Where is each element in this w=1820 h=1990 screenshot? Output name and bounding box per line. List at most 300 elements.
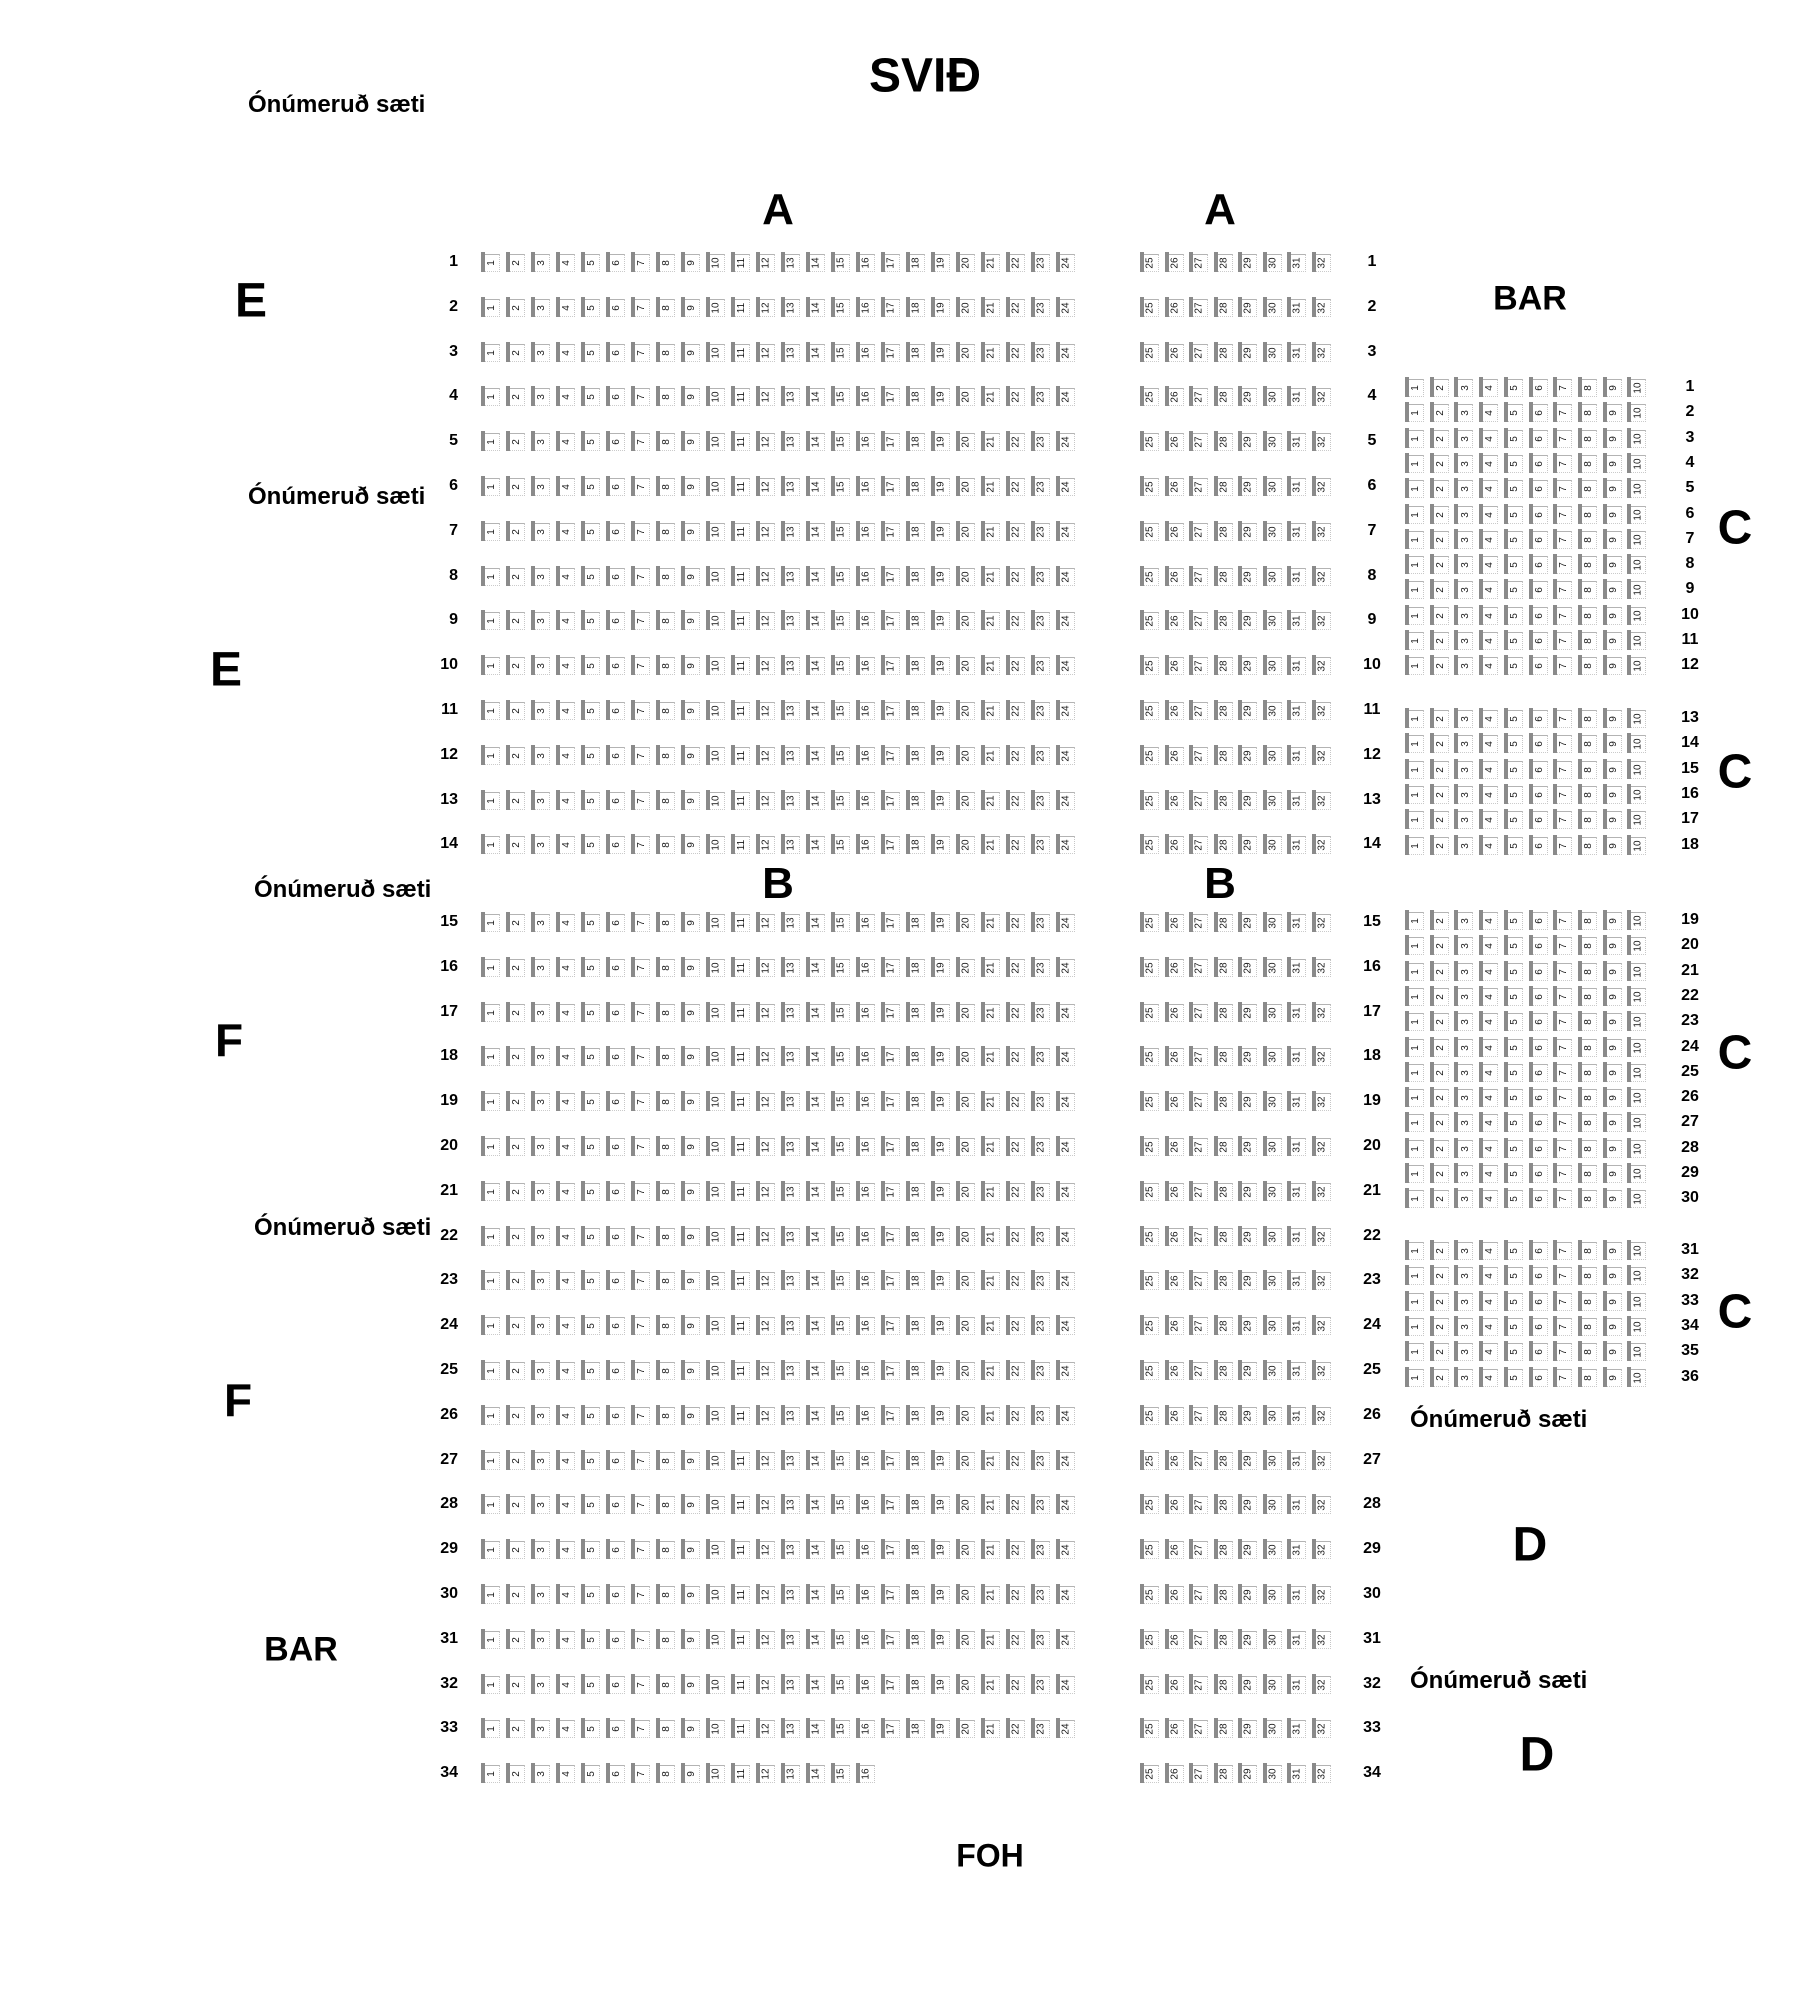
seat[interactable] [1504,605,1525,625]
seat-number: 16 [861,1768,872,1780]
seat-number: 3 [1459,716,1471,722]
seat-number: 3 [536,1592,547,1598]
seat[interactable] [1405,554,1426,574]
seat[interactable] [1553,504,1574,524]
seat[interactable] [1454,504,1475,524]
seat[interactable] [1165,1763,1186,1783]
seat[interactable] [1165,1718,1186,1738]
seat[interactable] [1140,1494,1161,1514]
seat[interactable] [1165,1674,1186,1694]
seat[interactable] [1603,478,1624,498]
seat-number: 7 [636,797,647,804]
seat[interactable] [1603,630,1624,650]
seat[interactable] [1287,297,1308,317]
seat-box [1291,1407,1306,1425]
seat-row [0,1674,1820,1695]
seat[interactable] [1553,605,1574,625]
seat-number: 7 [636,1099,647,1105]
seat[interactable] [1529,504,1550,524]
seat[interactable] [1430,377,1451,397]
seat[interactable] [1405,630,1426,650]
seat[interactable] [1603,402,1624,422]
seat-number: 2 [511,842,522,849]
seat[interactable] [1553,377,1574,397]
seat[interactable] [1165,252,1186,272]
seat-number: 10 [711,347,722,359]
seat[interactable] [1454,529,1475,549]
seat-box [1193,299,1208,317]
seat-box [1434,632,1449,650]
seat-number: 5 [586,484,597,490]
seat[interactable] [1165,1494,1186,1514]
seat[interactable] [1189,1674,1210,1694]
seat[interactable] [1214,1763,1235,1783]
seat[interactable] [1405,605,1426,625]
seat[interactable] [1504,377,1525,397]
seat[interactable] [1430,478,1451,498]
seat[interactable] [1578,478,1599,498]
seat[interactable] [1627,402,1648,422]
seat[interactable] [1263,297,1284,317]
seat[interactable] [1189,297,1210,317]
seat[interactable] [1238,1450,1259,1470]
seat[interactable] [1140,1539,1161,1559]
seat-number: 22 [1011,1634,1022,1646]
seat[interactable] [1189,1494,1210,1514]
seat[interactable] [1603,655,1624,675]
seat[interactable] [1553,402,1574,422]
seat-number: 14 [811,750,822,762]
seat-number: 15 [836,1589,847,1601]
seat[interactable] [1553,529,1574,549]
seat-box [1218,1407,1233,1425]
seat[interactable] [1627,554,1648,574]
seat-number: 25 [1145,750,1156,762]
seat[interactable] [1430,579,1451,599]
seat[interactable] [1553,478,1574,498]
seat-number: 9 [1607,537,1619,543]
seat[interactable] [1165,297,1186,317]
seat-number: 1 [486,1368,497,1374]
seat[interactable] [1454,630,1475,650]
seat-number: 26 [1169,1007,1181,1019]
seat[interactable] [1214,1629,1235,1649]
seat-number: 19 [936,962,947,974]
seat-box [1218,1586,1233,1604]
seat-number: 19 [936,526,947,538]
seat[interactable] [1627,605,1648,625]
seat[interactable] [1627,377,1648,397]
seat[interactable] [1504,504,1525,524]
seat[interactable] [1603,453,1624,473]
seat[interactable] [1479,453,1500,473]
seat[interactable] [1627,478,1648,498]
seat[interactable] [1214,1718,1235,1738]
seat[interactable] [1214,1584,1235,1604]
seat-number: 6 [611,1681,622,1688]
seat[interactable] [1430,554,1451,574]
seat[interactable] [1312,1629,1333,1649]
seat-number: 30 [1267,660,1279,672]
seat[interactable] [1214,252,1235,272]
seat[interactable] [1238,1674,1259,1694]
seat[interactable] [1578,453,1599,473]
seat[interactable] [1627,529,1648,549]
seat[interactable] [1479,708,1500,728]
seat-box [1458,710,1473,728]
seat-number: 27 [1194,1141,1205,1153]
seat[interactable] [1312,1718,1333,1738]
seat[interactable] [1553,630,1574,650]
seat[interactable] [1553,655,1574,675]
seat[interactable] [1238,1629,1259,1649]
seat[interactable] [1214,1405,1235,1425]
seat-number: 9 [686,1189,697,1195]
seat[interactable] [1529,377,1550,397]
seat-number: 13 [786,1365,797,1377]
seat-number: 4 [561,1099,572,1105]
seat[interactable] [1214,1674,1235,1694]
seat[interactable] [1553,554,1574,574]
seat-number: 13 [786,257,797,269]
seat[interactable] [1263,1763,1284,1783]
seat[interactable] [1165,342,1186,362]
seat[interactable] [1529,453,1550,473]
seat[interactable] [1454,605,1475,625]
seat[interactable] [1603,605,1624,625]
seat[interactable] [1312,1674,1333,1694]
row-number: 16 [1363,957,1381,975]
seat-number: 15 [836,660,847,672]
seat[interactable] [1287,1539,1308,1559]
seat-number: 18 [911,750,922,762]
seat[interactable] [1140,342,1161,362]
seat[interactable] [1479,478,1500,498]
seat-number: 24 [1061,962,1072,974]
seat[interactable] [1140,1405,1161,1425]
seat[interactable] [1238,1494,1259,1514]
seat-number: 8 [661,708,672,714]
seat[interactable] [1263,342,1284,362]
seat[interactable] [1287,252,1308,272]
seat[interactable] [1214,1539,1235,1559]
seat[interactable] [1238,252,1259,272]
seat-box [1582,480,1597,498]
seat[interactable] [1578,504,1599,524]
seat[interactable] [1312,1539,1333,1559]
seat[interactable] [1312,252,1333,272]
seat[interactable] [1603,504,1624,524]
seat[interactable] [1454,655,1475,675]
seat[interactable] [1529,529,1550,549]
seat-number: 15 [836,481,847,493]
seat[interactable] [1529,630,1550,650]
seat[interactable] [1504,630,1525,650]
seat-number: 4 [561,920,572,926]
seat[interactable] [1287,1763,1308,1783]
seat[interactable] [1405,478,1426,498]
seat[interactable] [1603,377,1624,397]
seat[interactable] [1430,402,1451,422]
seat[interactable] [1189,1450,1210,1470]
seat[interactable] [1454,478,1475,498]
seat[interactable] [1140,1450,1161,1470]
seat[interactable] [1529,655,1550,675]
seat[interactable] [1479,554,1500,574]
seat-number: 23 [1036,705,1047,717]
seat[interactable] [1214,1494,1235,1514]
seat-number: 21 [986,1455,997,1467]
seat[interactable] [1603,428,1624,448]
seat[interactable] [1603,529,1624,549]
seat[interactable] [1627,504,1648,524]
seat[interactable] [1287,1718,1308,1738]
seat[interactable] [1287,1584,1308,1604]
seat[interactable] [1312,1584,1333,1604]
seat[interactable] [1189,1763,1210,1783]
seat-number: 19 [936,1186,947,1198]
seat[interactable] [1287,1405,1308,1425]
seat-number: 15 [836,1096,847,1108]
seat[interactable] [1140,1584,1161,1604]
seat-number: 5 [586,260,597,266]
seat[interactable] [1479,655,1500,675]
seat[interactable] [1627,579,1648,599]
seat[interactable] [1287,1674,1308,1694]
seat-number: 28 [1218,839,1230,851]
seat[interactable] [1529,554,1550,574]
seat-number: 14 [811,436,822,448]
seat[interactable] [1553,579,1574,599]
seat-number: 14 [811,1410,822,1422]
seat[interactable] [1504,402,1525,422]
seat[interactable] [1312,1450,1333,1470]
seat[interactable] [1405,402,1426,422]
seat[interactable] [1405,453,1426,473]
seat-number: 1 [486,663,497,669]
seat[interactable] [1553,428,1574,448]
seat[interactable] [1140,1718,1161,1738]
seat[interactable] [1405,708,1426,728]
seat[interactable] [1454,428,1475,448]
seat-number: 8 [661,1144,672,1150]
seat-number: 6 [611,1054,622,1061]
seat[interactable] [1479,605,1500,625]
seat-number: 3 [536,1771,547,1777]
seat[interactable] [1189,1539,1210,1559]
seat[interactable] [1165,1450,1186,1470]
seat-box [1533,430,1548,448]
seat-number: 21 [986,660,997,672]
seat[interactable] [1479,428,1500,448]
seat[interactable] [1479,377,1500,397]
seat[interactable] [1454,453,1475,473]
seat[interactable] [1189,252,1210,272]
seat[interactable] [1140,1629,1161,1649]
seat[interactable] [1405,504,1426,524]
seat[interactable] [1189,1718,1210,1738]
seat[interactable] [1287,342,1308,362]
seat[interactable] [1165,1405,1186,1425]
seat[interactable] [1553,453,1574,473]
seat-number: 6 [611,1547,622,1553]
seat[interactable] [1263,1674,1284,1694]
seat[interactable] [1578,529,1599,549]
seat[interactable] [1504,655,1525,675]
seat[interactable] [1140,1674,1161,1694]
seat[interactable] [1627,630,1648,650]
seat[interactable] [1430,708,1451,728]
seat-box [1316,254,1331,272]
seat-number: 13 [786,1320,797,1332]
seat[interactable] [1504,428,1525,448]
seat[interactable] [1430,655,1451,675]
seat[interactable] [1504,478,1525,498]
seat[interactable] [1454,377,1475,397]
seat[interactable] [1578,377,1599,397]
seat[interactable] [1479,630,1500,650]
seat[interactable] [1405,579,1426,599]
seat-number: 28 [1218,1544,1230,1556]
seat[interactable] [1214,297,1235,317]
seat[interactable] [1238,1718,1259,1738]
seat-number: 16 [861,1455,872,1467]
seat[interactable] [1627,428,1648,448]
seat[interactable] [1238,1405,1259,1425]
seat[interactable] [1603,579,1624,599]
seat[interactable] [1405,655,1426,675]
seat[interactable] [1238,1539,1259,1559]
section-label-c-4: C [1717,1285,1753,1339]
seat[interactable] [1263,1494,1284,1514]
seat[interactable] [1165,1539,1186,1559]
seat[interactable] [1430,453,1451,473]
seat[interactable] [1430,630,1451,650]
seat[interactable] [1312,342,1333,362]
seat[interactable] [1214,1450,1235,1470]
seat[interactable] [1405,529,1426,549]
seat[interactable] [1405,377,1426,397]
seat[interactable] [1238,342,1259,362]
seat-number: 27 [1194,1186,1205,1198]
seat[interactable] [1578,655,1599,675]
seat-number: 20 [961,302,972,314]
seat[interactable] [1140,252,1161,272]
seat[interactable] [1165,1584,1186,1604]
seat[interactable] [1405,428,1426,448]
seat-number: 20 [961,795,972,807]
seat[interactable] [1454,579,1475,599]
seat[interactable] [1165,1629,1186,1649]
seat[interactable] [1578,428,1599,448]
seat[interactable] [1504,579,1525,599]
seat[interactable] [1578,579,1599,599]
seat[interactable] [1238,1763,1259,1783]
seat-number: 8 [1582,612,1594,619]
seat[interactable] [1430,428,1451,448]
seat[interactable] [1454,402,1475,422]
seat-number: 2 [1434,663,1446,670]
seat[interactable] [1214,342,1235,362]
seat-number: 22 [1011,302,1022,314]
seat[interactable] [1454,708,1475,728]
seat[interactable] [1479,579,1500,599]
seat[interactable] [1238,1584,1259,1604]
seat-number: 22 [1011,1455,1022,1467]
seat[interactable] [1263,1539,1284,1559]
seat[interactable] [1529,402,1550,422]
seat[interactable] [1189,1584,1210,1604]
seat[interactable] [1287,1494,1308,1514]
seat[interactable] [1578,402,1599,422]
seat-number: 10 [711,1768,722,1780]
seat[interactable] [1578,630,1599,650]
seat[interactable] [1479,504,1500,524]
seat-number: 11 [735,1500,747,1511]
seat-number: 31 [1292,962,1303,974]
seat[interactable] [1529,428,1550,448]
seat[interactable] [1312,1763,1333,1783]
seat[interactable] [1287,1629,1308,1649]
seat[interactable] [1504,529,1525,549]
seat-number: 1 [486,1278,497,1285]
seat[interactable] [1263,1450,1284,1470]
seat[interactable] [1479,529,1500,549]
seat-number: 5 [586,1278,597,1285]
seat[interactable] [1189,342,1210,362]
seat[interactable] [1578,554,1599,574]
seat[interactable] [1430,504,1451,524]
seat-box [1483,556,1498,574]
seat[interactable] [1529,579,1550,599]
seat[interactable] [1140,1763,1161,1783]
seat-number: 21 [986,1723,997,1735]
seat[interactable] [1263,1718,1284,1738]
seat[interactable] [1238,297,1259,317]
seat[interactable] [1529,478,1550,498]
seat[interactable] [1627,453,1648,473]
seat-number: 10 [711,1365,722,1377]
seat-number: 24 [1061,1186,1072,1198]
seat[interactable] [1627,655,1648,675]
seat-number: 29 [1243,1499,1254,1511]
seat[interactable] [1263,1405,1284,1425]
seat-number: 18 [911,347,922,359]
seat[interactable] [1603,554,1624,574]
seat[interactable] [1312,297,1333,317]
seat[interactable] [1312,1405,1333,1425]
seat-number: 1 [1410,435,1421,442]
seat[interactable] [1189,1629,1210,1649]
seat[interactable] [1529,605,1550,625]
seat[interactable] [1504,453,1525,473]
seat[interactable] [1263,1629,1284,1649]
seat-number: 29 [1243,436,1254,448]
seat[interactable] [1287,1450,1308,1470]
seat-number: 19 [936,1007,947,1019]
seat[interactable] [1189,1405,1210,1425]
seat[interactable] [1263,1584,1284,1604]
seat[interactable] [1504,554,1525,574]
seat[interactable] [1430,605,1451,625]
seat[interactable] [1454,554,1475,574]
seat[interactable] [1263,252,1284,272]
seat[interactable] [1430,529,1451,549]
seat[interactable] [1578,605,1599,625]
seat[interactable] [1479,402,1500,422]
seat[interactable] [1312,1494,1333,1514]
seat[interactable] [1140,297,1161,317]
